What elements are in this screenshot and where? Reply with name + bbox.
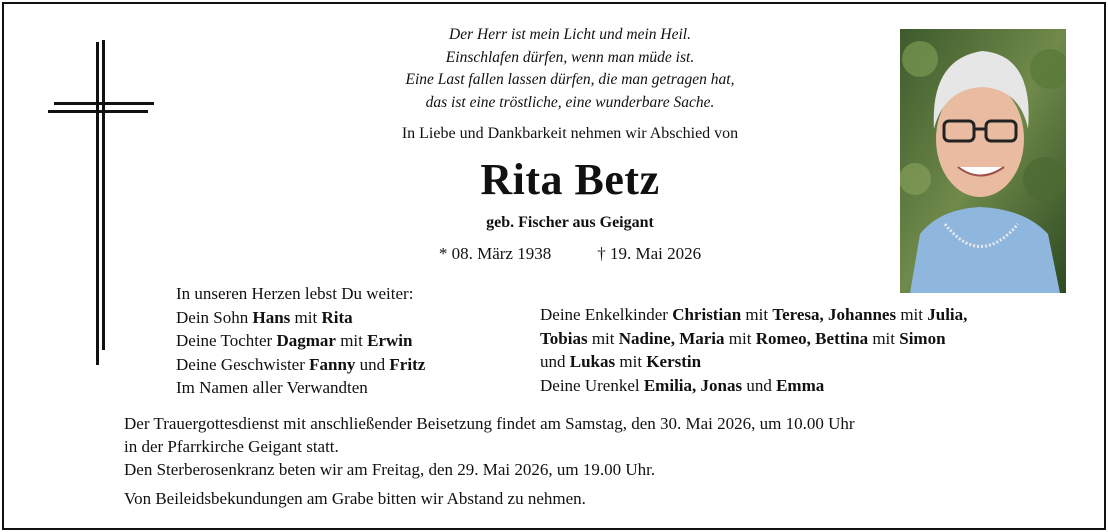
label: mit bbox=[868, 328, 900, 348]
relative-name: Fritz bbox=[389, 354, 426, 374]
relative-name: Hans bbox=[252, 307, 291, 327]
label: Dein Sohn bbox=[176, 307, 253, 327]
label: mit bbox=[587, 328, 619, 348]
service-line: in der Pfarrkirche Geigant statt. bbox=[124, 437, 339, 456]
cross-icon bbox=[44, 40, 164, 370]
service-line: Der Trauergottesdienst mit anschließender Beisetzung findet am Samstag, den 30. Mai 2026, um 10.00 Uhr bbox=[124, 414, 855, 433]
verse-line: Einschlafen dürfen, wenn man müde ist. bbox=[445, 48, 695, 66]
label: mit bbox=[290, 307, 322, 327]
label: Deine Urenkel bbox=[540, 375, 644, 395]
family-relatives: Im Namen aller Verwandten bbox=[176, 378, 368, 397]
label: mit bbox=[741, 305, 773, 324]
relative-name: Emilia, Jonas bbox=[643, 375, 743, 395]
label: mit bbox=[335, 331, 368, 350]
label: Deine Geschwister bbox=[176, 354, 310, 374]
obituary-notice bbox=[2, 2, 1106, 530]
label: mit bbox=[724, 328, 756, 348]
relative-name: Rita bbox=[321, 307, 353, 327]
relative-name: Teresa, Johannes bbox=[772, 305, 897, 324]
label: und bbox=[742, 375, 777, 395]
bible-verse bbox=[304, 24, 836, 114]
intro-line: In Liebe und Dankbarkeit nehmen wir Abschied von bbox=[401, 125, 739, 142]
condolence-note: Von Beileidsbekundungen am Grabe bitten wir Abstand zu nehmen. bbox=[124, 489, 586, 508]
family-heading: In unseren Herzen lebst Du weiter: bbox=[176, 284, 414, 303]
label: und bbox=[355, 354, 390, 374]
verse-line: Der Herr ist mein Licht und mein Heil. bbox=[449, 26, 691, 43]
relative-name: Kerstin bbox=[646, 352, 702, 371]
service-info bbox=[124, 412, 855, 481]
label: mit bbox=[615, 352, 647, 371]
family-siblings bbox=[176, 353, 425, 377]
family-left bbox=[176, 282, 425, 400]
service-line: Den Sterberosenkranz beten wir am Freitag, den 29. Mai 2026, um 19.00 Uhr. bbox=[124, 460, 656, 479]
relative-name: Lukas bbox=[569, 352, 616, 371]
family-daughter bbox=[176, 329, 425, 353]
family-right bbox=[540, 303, 967, 397]
relative-name: Dagmar bbox=[276, 331, 336, 350]
birth-name: geb. Fischer aus Geigant bbox=[486, 214, 654, 231]
relative-name: Julia, bbox=[927, 305, 968, 324]
relative-name: Emma bbox=[776, 375, 825, 395]
relative-name: Erwin bbox=[367, 331, 413, 350]
verse-line: das ist eine tröstliche, eine wunderbare Sache. bbox=[425, 93, 715, 111]
relative-name: Nadine, Maria bbox=[618, 328, 725, 348]
family-son bbox=[176, 306, 425, 330]
relative-name: Tobias bbox=[540, 328, 588, 348]
life-dates bbox=[304, 244, 836, 264]
relative-name: Christian bbox=[672, 305, 742, 324]
great-grandchildren-line bbox=[540, 374, 967, 398]
grandchildren-line bbox=[540, 350, 967, 374]
relative-name: Simon bbox=[899, 328, 946, 348]
relative-name: Romeo, Bettina bbox=[755, 328, 869, 348]
label: Deine Enkelkinder bbox=[540, 305, 673, 324]
label: mit bbox=[896, 305, 928, 324]
portrait-photo bbox=[900, 29, 1066, 293]
birth-date: * 08. März 1938 bbox=[438, 244, 552, 263]
label: und bbox=[540, 352, 570, 371]
grandchildren-line bbox=[540, 327, 967, 351]
verse-line: Eine Last fallen lassen dürfen, die man getragen hat, bbox=[405, 71, 735, 88]
deceased-name: Rita Betz bbox=[480, 155, 660, 204]
death-date: † 19. Mai 2026 bbox=[597, 244, 702, 263]
grandchildren-line bbox=[540, 303, 967, 327]
label: Deine Tochter bbox=[176, 331, 277, 350]
relative-name: Fanny bbox=[309, 354, 356, 374]
